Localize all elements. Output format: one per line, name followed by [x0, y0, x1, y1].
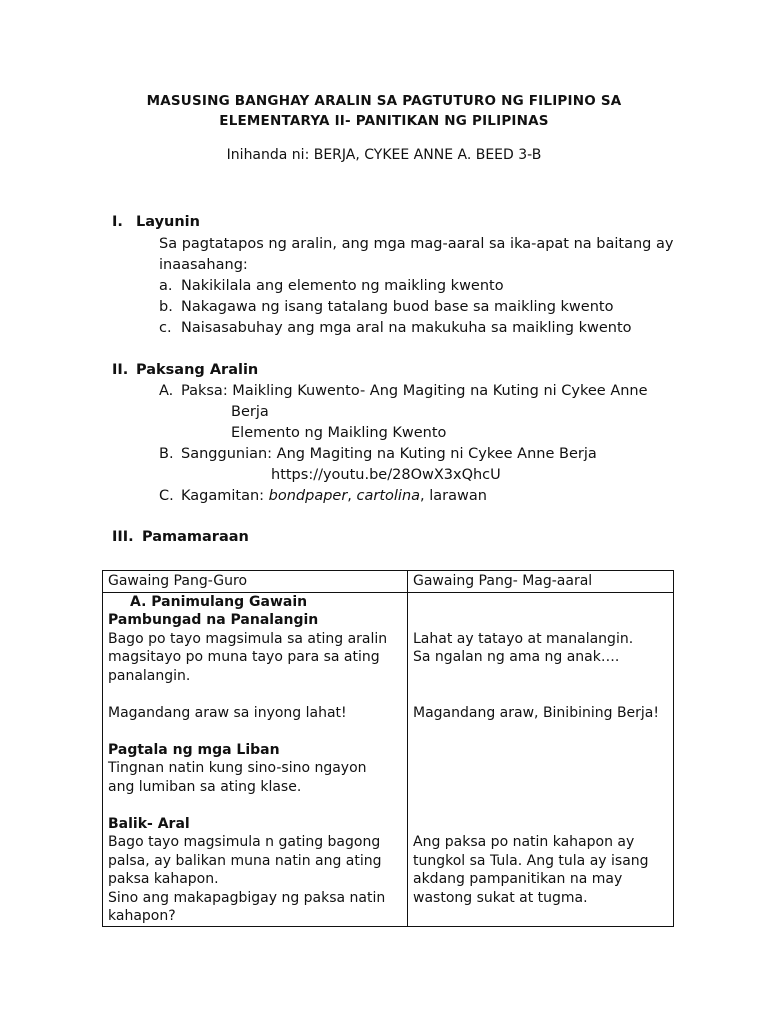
balik-mag-line: tungkol sa Tula. Ang tula ay isang — [413, 852, 649, 869]
objective-text: Nakikilala ang elemento ng maikling kwento — [181, 278, 504, 294]
balik-guro-line: Sino ang makapagbigay ng paksa natin — [108, 889, 386, 906]
panalangin-mag-line: Sa ngalan ng ama ng anak…. — [413, 649, 620, 665]
balik-mag-line: Ang paksa po natin kahapon ay — [413, 834, 635, 850]
sanggunian-text: Sanggunian: Ang Magiting na Kuting ni Cykee Anne Berja — [181, 446, 597, 462]
document-title-line-1: MASUSING BANGHAY ARALIN SA PAGTUTURO NG FILIPINO SA — [146, 93, 622, 109]
document-title-line-2: ELEMENTARYA II- PANITIKAN NG PILIPINAS — [219, 113, 549, 129]
objective-item — [159, 298, 613, 317]
balik-guro-line: kahapon? — [108, 908, 176, 924]
panimulang-gawain-heading: A. Panimulang Gawain — [130, 593, 308, 610]
section-1-title: Layunin — [136, 214, 200, 230]
paksa-line-1 — [159, 382, 648, 401]
bati-mag: Magandang araw, Binibining Berja! — [413, 704, 659, 721]
balik-guro-line: paksa kahapon. — [108, 871, 219, 887]
liban-guro-line: Tingnan natin kung sino-sino ngayon — [108, 760, 367, 776]
paksa-line-2: Berja — [231, 404, 269, 420]
guro-cell — [103, 592, 408, 926]
balik-aral-heading: Balik- Aral — [108, 815, 190, 832]
objective-label: b. — [159, 299, 173, 315]
kagamitan-label: C. — [159, 488, 174, 504]
kagamitan-item-bondpaper: bondpaper — [268, 488, 348, 504]
objective-label: c. — [159, 320, 172, 336]
section-3-title: Pamamaraan — [142, 529, 249, 545]
liban-guro-line: ang lumiban sa ating klase. — [108, 778, 302, 795]
section-1-number: I. — [112, 214, 123, 230]
objective-label: a. — [159, 278, 173, 294]
paksa-label: A. — [159, 383, 174, 399]
panalangin-guro-line: magsitayo po muna tayo para sa ating — [108, 649, 380, 665]
mag-aaral-cell — [408, 592, 674, 926]
section-1-intro-line-2: inaasahang: — [159, 257, 248, 273]
sanggunian-link[interactable]: https://youtu.be/28OwX3xQhcU — [271, 467, 501, 483]
section-3-heading — [112, 528, 249, 547]
objective-item — [159, 277, 504, 296]
balik-mag-line: akdang pampanitikan na may — [413, 871, 623, 887]
balik-guro-line: palsa, ay balikan muna natin ang ating — [108, 852, 382, 869]
header-gawaing-guro: Gawaing Pang-Guro — [103, 571, 408, 593]
sanggunian-label: B. — [159, 446, 174, 462]
paksa-text: Paksa: Maikling Kuwento- Ang Magiting na Kuting ni Cykee Anne — [181, 383, 648, 399]
section-1-intro-line-1: Sa pagtatapos ng aralin, ang mga mag-aaral sa ika-apat na baitang ay — [159, 236, 674, 252]
paksa-line-3: Elemento ng Maikling Kwento — [231, 425, 447, 441]
kagamitan-line: C. Kagamitan: bondpaper, cartolina, larawan — [159, 488, 487, 504]
author-line: Inihanda ni: BERJA, CYKEE ANNE A. BEED 3-B — [226, 147, 542, 163]
panalangin-guro-line: Bago po tayo magsimula sa ating aralin — [108, 630, 388, 647]
pamamaraan-table — [102, 570, 674, 927]
kagamitan-item-cartolina: cartolina — [356, 488, 421, 504]
panalangin-heading: Pambungad na Panalangin — [108, 612, 319, 628]
header-gawaing-mag-aaral: Gawaing Pang- Mag-aaral — [408, 571, 674, 593]
kagamitan-prefix: Kagamitan: — [181, 488, 265, 504]
objective-item — [159, 319, 632, 338]
section-2-title: Paksang Aralin — [136, 362, 259, 378]
panalangin-guro-line: panalangin. — [108, 667, 191, 684]
section-1-heading — [112, 213, 200, 232]
pagtala-liban-heading: Pagtala ng mga Liban — [108, 741, 280, 758]
balik-mag-line: wastong sukat at tugma. — [413, 889, 588, 906]
objective-text: Naisasabuhay ang mga aral na makukuha sa maikling kwento — [181, 320, 632, 336]
panalangin-mag-line: Lahat ay tatayo at manalangin. — [413, 630, 634, 647]
balik-guro-line: Bago tayo magsimula n gating bagong — [108, 834, 381, 850]
section-2-number: II. — [112, 362, 129, 378]
section-3-number: III. — [112, 529, 134, 545]
table-row — [103, 592, 674, 926]
sanggunian-line — [159, 445, 597, 464]
section-2-heading — [112, 361, 258, 380]
table-header-row — [103, 571, 674, 593]
objective-text: Nakagawa ng isang tatalang buod base sa maikling kwento — [181, 299, 614, 315]
bati-guro: Magandang araw sa inyong lahat! — [108, 704, 347, 721]
kagamitan-item-larawan: larawan — [429, 488, 487, 504]
